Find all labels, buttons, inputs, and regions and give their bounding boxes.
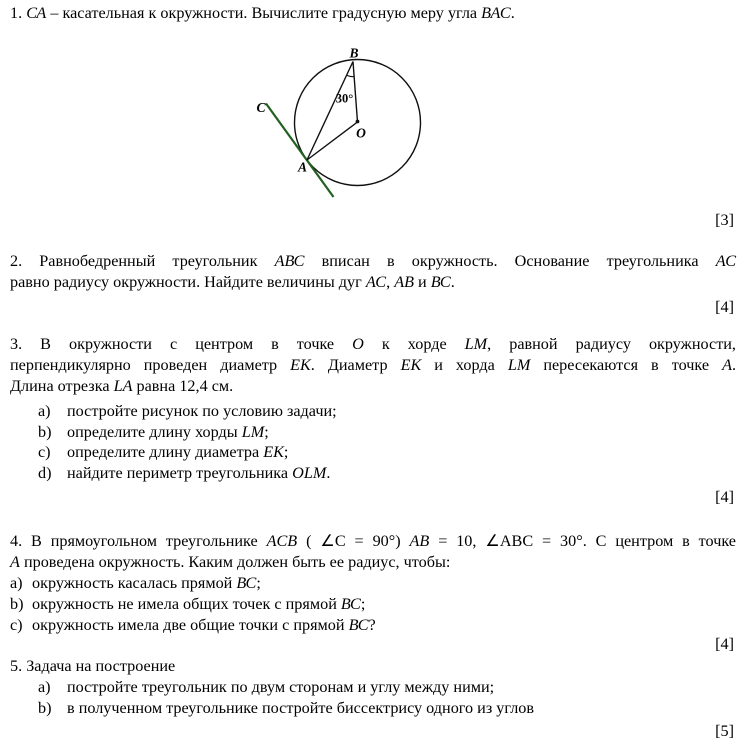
problem-4-list (10, 573, 736, 636)
list-item (38, 401, 736, 422)
problem-2-line-1: 2. Равнобедренный треугольник АВС вписан в окружность. Основание треугольника АС (10, 252, 737, 270)
label-A: A (297, 159, 308, 175)
problem-2 (10, 251, 736, 293)
list-item (38, 422, 736, 443)
list-item-label: d) (38, 463, 52, 482)
problem-3-line-1: 3. В окружности с центром в точке О к хорде LM, равной радиусу окружности, (10, 335, 736, 353)
problem-3-line-2: перпендикулярно проведен диаметр ЕК. Диаметр ЕК и хорда LM пересекаются в точке А. (10, 356, 736, 374)
list-item-text: постройте треугольник по двум сторонам и углу между ними; (67, 678, 495, 696)
problem-5-list (38, 677, 736, 719)
list-item (38, 698, 736, 719)
marks-badge-4: [4] (715, 635, 734, 653)
list-item-label: c) (38, 443, 51, 461)
list-item-text: окружность касалась прямой ВС; (32, 574, 261, 592)
marks-badge-3: [4] (715, 488, 734, 506)
list-item-text: окружность имела две общие точки с прямой ВС? (32, 616, 376, 634)
list-item-label: a) (38, 402, 51, 420)
problem-5-title: 5. Задача на построение (10, 657, 176, 675)
list-item-label: a) (38, 678, 51, 696)
problem-4 (10, 531, 736, 636)
tangent-line-CA (266, 104, 334, 198)
list-item-label: c) (10, 616, 23, 634)
problem-2-line-2: равно радиусу окружности. Найдите величины дуг АС, АВ и ВС. (10, 273, 455, 291)
problem-5 (10, 656, 736, 719)
angle-arc-at-B (347, 75, 355, 76)
label-B: B (349, 45, 359, 61)
problem-4-line-2: А проведена окружность. Каким должен быть ее радиус, чтобы: (10, 553, 451, 571)
problem-1 (10, 3, 736, 24)
problem-4-line-1: 4. В прямоугольном треугольнике ACB ( ∠С = 90°) AB = 10, ∠АВС = 30°. С центром в точке (10, 532, 736, 550)
list-item-text: определите длину хорды LM; (67, 422, 269, 441)
list-item-text: определите длину диаметра ЕК; (67, 443, 289, 461)
marks-badge-2: [4] (715, 298, 734, 316)
list-item-label: b) (10, 595, 24, 613)
problem-3 (10, 334, 736, 483)
marks-badge-5: [5] (715, 722, 734, 740)
list-item-label: b) (38, 699, 52, 717)
angle-value-label: 30° (335, 91, 354, 106)
problem-3-list (38, 401, 736, 483)
list-item (10, 594, 736, 615)
center-dot-O (356, 120, 360, 124)
list-item-text: постройте рисунок по условию задачи; (67, 402, 337, 420)
list-item-text: окружность не имела общих точек с прямой ВС; (32, 595, 366, 613)
label-O: O (356, 125, 366, 141)
list-item-label: a) (10, 574, 23, 592)
list-item (38, 442, 736, 463)
label-C: C (256, 100, 266, 115)
list-item-label: b) (38, 422, 52, 441)
problem-1-text: 1. СА – касательная к окружности. Вычислите градусную меру угла ВАС. (10, 4, 515, 22)
list-item (10, 615, 736, 636)
list-item-text: в полученном треугольнике постройте биссектрису одного из углов (67, 699, 535, 717)
marks-badge-1: [3] (715, 211, 734, 229)
list-item (38, 677, 736, 698)
list-item (10, 573, 736, 594)
radius-BO (353, 62, 358, 123)
list-item (38, 463, 736, 484)
list-item-text: найдите периметр треугольника OLM. (67, 463, 331, 482)
problem-1-figure (235, 44, 445, 206)
radius-OA (307, 122, 358, 160)
problem-3-line-3: Длина отрезка LA равна 12,4 см. (10, 377, 234, 395)
